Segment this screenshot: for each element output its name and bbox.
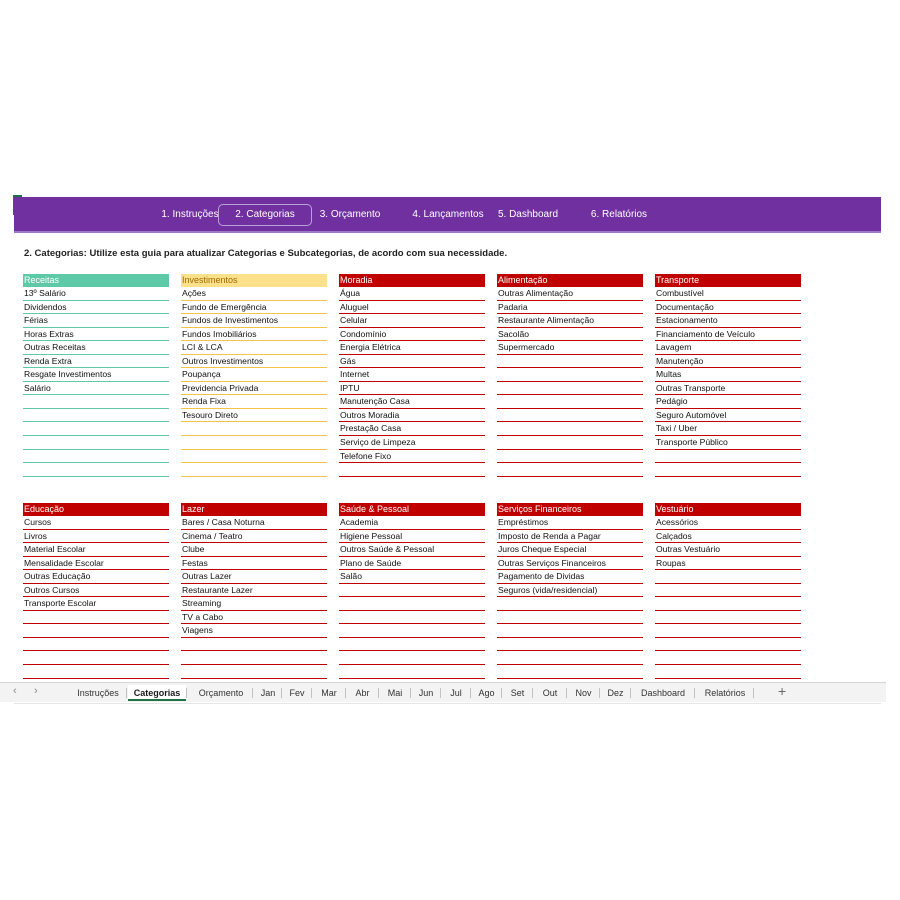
subcategory-cell[interactable]: Horas Extras <box>23 328 169 342</box>
category-header[interactable]: Moradia <box>339 274 485 287</box>
subcategory-cell[interactable] <box>497 450 643 464</box>
category-sa-de-pessoal <box>339 503 485 679</box>
category-header[interactable]: Investimentos <box>181 274 327 287</box>
subcategory-cell[interactable] <box>655 624 801 638</box>
subcategory-cell[interactable] <box>497 382 643 396</box>
tab-separator <box>281 688 282 698</box>
subcategory-cell[interactable] <box>181 463 327 477</box>
subcategory-cell[interactable] <box>181 651 327 665</box>
subcategory-cell[interactable] <box>497 597 643 611</box>
subcategory-cell[interactable]: Outras Receitas <box>23 341 169 355</box>
subcategory-cell[interactable]: Higiene Pessoal <box>339 530 485 544</box>
subcategory-cell[interactable]: Outras Alimentação <box>497 287 643 301</box>
sheet-tab-instru-es[interactable]: Instruções <box>77 688 119 698</box>
subcategory-cell[interactable]: Outras Vestuário <box>655 543 801 557</box>
tab-separator <box>440 688 441 698</box>
subcategory-cell[interactable] <box>23 463 169 477</box>
top-navigation-bar <box>14 197 881 233</box>
subcategory-cell[interactable]: TV a Cabo <box>181 611 327 625</box>
subcategory-cell[interactable] <box>655 665 801 679</box>
sheet-tab-categorias[interactable]: Categorias <box>128 685 186 701</box>
subcategory-cell[interactable]: Outros Saúde & Pessoal <box>339 543 485 557</box>
category-header[interactable]: Serviços Financeiros <box>497 503 643 516</box>
subcategory-cell[interactable]: Pedágio <box>655 395 801 409</box>
tab-separator <box>126 688 127 698</box>
tab-separator <box>378 688 379 698</box>
subcategory-cell[interactable]: Empréstimos <box>497 516 643 530</box>
page-heading: 2. Categorias: Utilize esta guia para atualizar Categorias e Subcategorias, de acordo com sua necessidade. <box>24 248 508 259</box>
tab-separator <box>630 688 631 698</box>
category-investimentos <box>181 274 327 477</box>
sheet-tab-dashboard[interactable]: Dashboard <box>640 688 686 698</box>
subcategory-cell[interactable]: Multas <box>655 368 801 382</box>
subcategory-cell[interactable]: Viagens <box>181 624 327 638</box>
subcategory-cell[interactable]: Gás <box>339 355 485 369</box>
subcategory-cell[interactable]: Lavagem <box>655 341 801 355</box>
subcategory-cell[interactable] <box>181 665 327 679</box>
nav-tab-5[interactable]: 5. Dashboard <box>497 209 559 220</box>
subcategory-cell[interactable]: Manutenção <box>655 355 801 369</box>
subcategory-cell[interactable] <box>339 651 485 665</box>
tab-separator <box>501 688 502 698</box>
subcategory-cell[interactable]: Streaming <box>181 597 327 611</box>
subcategory-cell[interactable]: Água <box>339 287 485 301</box>
sheet-tab-fev[interactable]: Fev <box>289 688 305 698</box>
subcategory-cell[interactable] <box>497 355 643 369</box>
sheet-tab-jun[interactable]: Jun <box>418 688 434 698</box>
subcategory-cell[interactable]: Outras Serviços Financeiros <box>497 557 643 571</box>
subcategory-cell[interactable] <box>23 409 169 423</box>
subcategory-cell[interactable]: Estacionamento <box>655 314 801 328</box>
category-educa-o <box>23 503 169 679</box>
subcategory-cell[interactable] <box>655 450 801 464</box>
subcategory-cell[interactable]: Bares / Casa Noturna <box>181 516 327 530</box>
category-transporte <box>655 274 801 477</box>
category-lazer <box>181 503 327 679</box>
tab-separator <box>532 688 533 698</box>
subcategory-cell[interactable] <box>23 651 169 665</box>
subcategory-cell[interactable]: Salário <box>23 382 169 396</box>
sheet-tab-mar[interactable]: Mar <box>321 688 337 698</box>
subcategory-cell[interactable]: Condomínio <box>339 328 485 342</box>
subcategory-cell[interactable]: Prestação Casa <box>339 422 485 436</box>
subcategory-cell[interactable]: Salão <box>339 570 485 584</box>
subcategory-cell[interactable]: LCI & LCA <box>181 341 327 355</box>
subcategory-cell[interactable]: Cursos <box>23 516 169 530</box>
nav-tab-1[interactable]: 1. Instruções <box>161 209 219 220</box>
subcategory-cell[interactable] <box>339 584 485 598</box>
subcategory-cell[interactable]: Internet <box>339 368 485 382</box>
subcategory-cell[interactable] <box>339 611 485 625</box>
subcategory-cell[interactable]: Outras Educação <box>23 570 169 584</box>
tab-separator <box>599 688 600 698</box>
tab-separator <box>345 688 346 698</box>
sheet-tab-dez[interactable]: Dez <box>607 688 624 698</box>
subcategory-cell[interactable]: Festas <box>181 557 327 571</box>
nav-tab-6[interactable]: 6. Relatórios <box>590 209 648 220</box>
subcategory-cell[interactable]: Taxi / Uber <box>655 422 801 436</box>
category-servi-os-financeiros <box>497 503 643 679</box>
subcategory-cell[interactable]: Resgate Investimentos <box>23 368 169 382</box>
category-header[interactable]: Educação <box>23 503 169 516</box>
subcategory-cell[interactable] <box>497 422 643 436</box>
subcategory-cell[interactable]: Documentação <box>655 301 801 315</box>
subcategory-cell[interactable] <box>339 463 485 477</box>
subcategory-cell[interactable]: Material Escolar <box>23 543 169 557</box>
sheet-tab-jan[interactable]: Jan <box>260 688 276 698</box>
subcategory-cell[interactable] <box>23 611 169 625</box>
subcategory-cell[interactable] <box>497 638 643 652</box>
sheet-tab-set[interactable]: Set <box>510 688 525 698</box>
subcategory-cell[interactable]: Clube <box>181 543 327 557</box>
tab-separator <box>694 688 695 698</box>
subcategory-cell[interactable] <box>497 651 643 665</box>
subcategory-cell[interactable] <box>655 638 801 652</box>
subcategory-cell[interactable]: Renda Fixa <box>181 395 327 409</box>
nav-tab-2[interactable]: 2. Categorias <box>218 204 312 226</box>
tab-separator <box>410 688 411 698</box>
subcategory-cell[interactable] <box>339 665 485 679</box>
sheet-tab-relat-rios[interactable]: Relatórios <box>704 688 746 698</box>
subcategory-cell[interactable]: Energia Elétrica <box>339 341 485 355</box>
subcategory-cell[interactable] <box>23 422 169 436</box>
subcategory-cell[interactable]: Poupança <box>181 368 327 382</box>
subcategory-cell[interactable]: Fundos Imobiliários <box>181 328 327 342</box>
category-header[interactable]: Lazer <box>181 503 327 516</box>
subcategory-cell[interactable]: Ações <box>181 287 327 301</box>
subcategory-cell[interactable] <box>655 611 801 625</box>
subcategory-cell[interactable] <box>497 395 643 409</box>
subcategory-cell[interactable]: Renda Extra <box>23 355 169 369</box>
nav-tab-3[interactable]: 3. Orçamento <box>319 209 381 220</box>
subcategory-cell[interactable]: Pagamento de Dividas <box>497 570 643 584</box>
subcategory-cell[interactable]: Livros <box>23 530 169 544</box>
subcategory-cell[interactable]: IPTU <box>339 382 485 396</box>
category-alimenta-o <box>497 274 643 477</box>
subcategory-cell[interactable] <box>655 463 801 477</box>
subcategory-cell[interactable] <box>497 463 643 477</box>
subcategory-cell[interactable] <box>339 638 485 652</box>
subcategory-cell[interactable]: Restaurante Lazer <box>181 584 327 598</box>
subcategory-cell[interactable]: Acessórios <box>655 516 801 530</box>
tab-separator <box>311 688 312 698</box>
subcategory-cell[interactable]: Outras Lazer <box>181 570 327 584</box>
subcategory-cell[interactable]: Celular <box>339 314 485 328</box>
category-header[interactable]: Transporte <box>655 274 801 287</box>
subcategory-cell[interactable] <box>497 624 643 638</box>
subcategory-cell[interactable] <box>497 368 643 382</box>
subcategory-cell[interactable]: Transporte Escolar <box>23 597 169 611</box>
subcategory-cell[interactable]: Outros Cursos <box>23 584 169 598</box>
subcategory-cell[interactable]: Fundo de Emergência <box>181 301 327 315</box>
category-vestu-rio <box>655 503 801 679</box>
category-moradia <box>339 274 485 477</box>
sheet-tab-out[interactable]: Out <box>542 688 558 698</box>
subcategory-cell[interactable] <box>181 638 327 652</box>
subcategory-cell[interactable]: Restaurante Alimentação <box>497 314 643 328</box>
subcategory-cell[interactable]: Padaria <box>497 301 643 315</box>
subcategory-cell[interactable]: Manutenção Casa <box>339 395 485 409</box>
subcategory-cell[interactable]: Academia <box>339 516 485 530</box>
tab-separator <box>566 688 567 698</box>
subcategory-cell[interactable] <box>655 597 801 611</box>
subcategory-cell[interactable]: Férias <box>23 314 169 328</box>
subcategory-cell[interactable]: Aluguel <box>339 301 485 315</box>
subcategory-cell[interactable]: Outros Investimentos <box>181 355 327 369</box>
subcategory-cell[interactable] <box>181 450 327 464</box>
subcategory-cell[interactable] <box>181 422 327 436</box>
subcategory-cell[interactable] <box>23 665 169 679</box>
subcategory-cell[interactable] <box>497 665 643 679</box>
subcategory-cell[interactable]: Plano de Saúde <box>339 557 485 571</box>
subcategory-cell[interactable]: Seguro Automóvel <box>655 409 801 423</box>
sheet-tab-nov[interactable]: Nov <box>575 688 592 698</box>
nav-tab-4[interactable]: 4. Lançamentos <box>412 209 484 220</box>
subcategory-cell[interactable]: Sacolão <box>497 328 643 342</box>
subcategory-cell[interactable]: Imposto de Renda a Pagar <box>497 530 643 544</box>
subcategory-cell[interactable] <box>339 597 485 611</box>
subcategory-cell[interactable] <box>23 436 169 450</box>
subcategory-cell[interactable]: Fundos de Investimentos <box>181 314 327 328</box>
subcategory-cell[interactable] <box>497 409 643 423</box>
category-header[interactable]: Vestuário <box>655 503 801 516</box>
subcategory-cell[interactable]: Seguros (vida/residencial) <box>497 584 643 598</box>
category-header[interactable]: Alimentação <box>497 274 643 287</box>
subcategory-cell[interactable]: Outras Transporte <box>655 382 801 396</box>
subcategory-cell[interactable] <box>23 450 169 464</box>
subcategory-cell[interactable] <box>655 584 801 598</box>
plus-icon[interactable]: + <box>778 683 787 699</box>
subcategory-cell[interactable]: Previdencia Privada <box>181 382 327 396</box>
subcategory-cell[interactable] <box>655 651 801 665</box>
subcategory-cell[interactable] <box>23 624 169 638</box>
sheet-tab-or-amento[interactable]: Orçamento <box>198 688 244 698</box>
category-receitas <box>23 274 169 477</box>
tab-separator <box>186 688 187 698</box>
subcategory-cell[interactable]: Outros Moradia <box>339 409 485 423</box>
subcategory-cell[interactable] <box>497 611 643 625</box>
subcategory-cell[interactable]: 13º Salário <box>23 287 169 301</box>
chevron-left-icon[interactable]: ‹ <box>13 685 17 697</box>
tab-separator <box>753 688 754 698</box>
subcategory-cell[interactable] <box>23 395 169 409</box>
subcategory-cell[interactable]: Dividendos <box>23 301 169 315</box>
sheet-tab-bar <box>0 682 886 702</box>
subcategory-cell[interactable]: Telefone Fixo <box>339 450 485 464</box>
subcategory-cell[interactable]: Transporte Público <box>655 436 801 450</box>
tab-separator <box>470 688 471 698</box>
sheet-tab-jul[interactable]: Jul <box>450 688 462 698</box>
category-header[interactable]: Saúde & Pessoal <box>339 503 485 516</box>
sheet-tab-mai[interactable]: Mai <box>387 688 403 698</box>
subcategory-cell[interactable]: Calçados <box>655 530 801 544</box>
chevron-right-icon[interactable]: › <box>34 685 38 697</box>
subcategory-cell[interactable]: Roupas <box>655 557 801 571</box>
sheet-tab-abr[interactable]: Abr <box>355 688 370 698</box>
subcategory-cell[interactable] <box>181 436 327 450</box>
subcategory-cell[interactable]: Serviço de Limpeza <box>339 436 485 450</box>
horizontal-scrollbar-track <box>14 703 881 704</box>
subcategory-cell[interactable]: Tesouro Direto <box>181 409 327 423</box>
subcategory-cell[interactable] <box>655 570 801 584</box>
subcategory-cell[interactable]: Juros Cheque Especial <box>497 543 643 557</box>
category-header[interactable]: Receitas <box>23 274 169 287</box>
subcategory-cell[interactable]: Financiamento de Veículo <box>655 328 801 342</box>
subcategory-cell[interactable]: Supermercado <box>497 341 643 355</box>
tab-separator <box>252 688 253 698</box>
subcategory-cell[interactable]: Combustível <box>655 287 801 301</box>
subcategory-cell[interactable] <box>497 436 643 450</box>
sheet-tab-ago[interactable]: Ago <box>478 688 495 698</box>
subcategory-cell[interactable]: Mensalidade Escolar <box>23 557 169 571</box>
subcategory-cell[interactable] <box>339 624 485 638</box>
subcategory-cell[interactable]: Cinema / Teatro <box>181 530 327 544</box>
subcategory-cell[interactable] <box>23 638 169 652</box>
